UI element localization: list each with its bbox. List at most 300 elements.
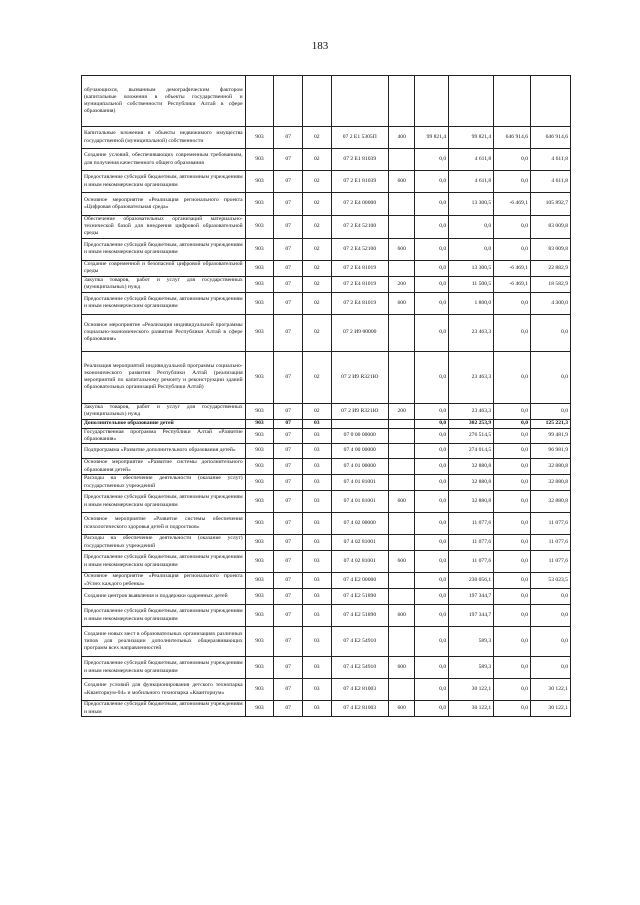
subsection-code-cell: 03 <box>302 459 331 475</box>
row-name-cell: Предоставление субсидий бюджетным, автономным учреждениям и иным некоммерческим организациям <box>82 551 246 573</box>
amount-change-cell: 11 500,5 <box>449 276 494 292</box>
subsection-code-cell: 03 <box>302 605 331 627</box>
subsection-code-cell: 03 <box>302 513 331 535</box>
subsection-code-cell: 03 <box>302 535 331 551</box>
section-code-cell: 07 <box>274 276 303 292</box>
subsection-code-cell: 02 <box>302 149 331 171</box>
row-name-cell: Основное мероприятие «Развитие системы дополнительного образования детей» <box>82 459 246 475</box>
grbs-code-cell: 903 <box>245 657 274 679</box>
subsection-code-cell: 02 <box>302 351 331 403</box>
amount-change-cell: 276 514,5 <box>449 428 494 443</box>
section-code-cell: 07 <box>274 292 303 314</box>
expense-type-cell <box>388 444 415 459</box>
table-row <box>82 428 571 443</box>
amount-total-cell: 0,0 <box>531 605 571 627</box>
target-article-cell: 07 4 01 00000 <box>331 459 388 475</box>
expense-type-cell <box>388 193 415 216</box>
amount-change-2-cell: 0,0 <box>494 475 531 491</box>
section-code-cell: 07 <box>274 679 303 701</box>
subsection-code-cell: 03 <box>302 551 331 573</box>
row-name-cell: Создание новых мест в образовательных организациях различных типов для реализации дополнительных общеразвивающих программ всех направленностей <box>82 627 246 657</box>
amount-approved-cell: 0,0 <box>415 589 449 605</box>
amount-change-2-cell: 0,0 <box>494 551 531 573</box>
target-article-cell: 07 2 E1 5305П <box>331 127 388 149</box>
amount-change-cell: 23 463,3 <box>449 351 494 403</box>
amount-change-2-cell: 0,0 <box>494 701 531 717</box>
amount-change-cell: 99 821,4 <box>449 127 494 149</box>
grbs-code-cell: 903 <box>245 149 274 171</box>
target-article-cell: 07 0 00 00000 <box>331 428 388 443</box>
amount-change-cell: 302 253,9 <box>449 419 494 428</box>
section-code-cell: 07 <box>274 419 303 428</box>
amount-change-cell: 11 077,6 <box>449 551 494 573</box>
table-row <box>82 76 571 127</box>
grbs-code-cell: 903 <box>245 314 274 351</box>
section-code-cell: 07 <box>274 351 303 403</box>
subsection-code-cell: 02 <box>302 314 331 351</box>
row-name-cell: Предоставление субсидий бюджетным, автономным учреждениям и иным некоммерческим организациям <box>82 292 246 314</box>
amount-approved-cell: 0,0 <box>415 491 449 513</box>
expense-type-cell: 600 <box>388 238 415 260</box>
grbs-code-cell: 903 <box>245 701 274 717</box>
grbs-code-cell: 903 <box>245 551 274 573</box>
target-article-cell: 07 2 E4 81019 <box>331 292 388 314</box>
grbs-code-cell <box>245 76 274 127</box>
target-article-cell: 07 2 И9 R321Ю <box>331 403 388 419</box>
amount-total-cell: 4 611,8 <box>531 149 571 171</box>
subsection-code-cell: 02 <box>302 276 331 292</box>
row-name-cell: Предоставление субсидий бюджетным, автономным учреждениям и иным некоммерческим организациям <box>82 491 246 513</box>
section-code-cell <box>274 76 303 127</box>
row-name-cell: Расходы на обеспечение деятельности (оказание услуг) государственных учреждений <box>82 475 246 491</box>
amount-change-2-cell: 0,0 <box>494 171 531 193</box>
amount-approved-cell: 0,0 <box>415 573 449 589</box>
amount-approved-cell: 0,0 <box>415 292 449 314</box>
row-name-cell: Закупка товаров, работ и услуг для государственных (муниципальных) нужд <box>82 403 246 419</box>
amount-total-cell: 0,0 <box>531 403 571 419</box>
table-row <box>82 589 571 605</box>
target-article-cell: 07 4 E2 51890 <box>331 589 388 605</box>
subsection-code-cell: 02 <box>302 260 331 276</box>
target-article-cell: 07 2 E1 81039 <box>331 149 388 171</box>
expense-type-cell <box>388 475 415 491</box>
amount-change-cell: 11 077,6 <box>449 535 494 551</box>
table-row <box>82 403 571 419</box>
amount-total-cell: 105 892,7 <box>531 193 571 216</box>
expense-type-cell: 600 <box>388 292 415 314</box>
subsection-code-cell: 03 <box>302 475 331 491</box>
table-row <box>82 149 571 171</box>
row-name-cell: Закупка товаров, работ и услуг для государственных (муниципальных) нужд <box>82 276 246 292</box>
amount-approved-cell: 0,0 <box>415 459 449 475</box>
target-article-cell <box>331 419 388 428</box>
target-article-cell: 07 2 E1 81039 <box>331 171 388 193</box>
row-name-cell: Предоставление субсидий бюджетным, автономным учреждениям и иным некоммерческим организациям <box>82 171 246 193</box>
amount-approved-cell: 0,0 <box>415 260 449 276</box>
amount-change-2-cell: 0,0 <box>494 351 531 403</box>
amount-approved-cell: 0,0 <box>415 171 449 193</box>
grbs-code-cell: 903 <box>245 444 274 459</box>
table-row <box>82 351 571 403</box>
grbs-code-cell: 903 <box>245 171 274 193</box>
subsection-code-cell: 03 <box>302 679 331 701</box>
budget-table <box>81 75 571 717</box>
row-name-cell: Основное мероприятие «Реализация индивидуальной программы социально-экономического развития Республики Алтай в сфере образования» <box>82 314 246 351</box>
section-code-cell: 07 <box>274 171 303 193</box>
row-name-cell: обучающихся, вызванным демографическим фактором (капитальные вложения в объекты государственной и муниципальной собственности Республики Алтай в сфере образования) <box>82 76 246 127</box>
expense-type-cell <box>388 459 415 475</box>
table-row <box>82 216 571 239</box>
expense-type-cell <box>388 314 415 351</box>
section-code-cell: 07 <box>274 657 303 679</box>
subsection-code-cell: 03 <box>302 589 331 605</box>
amount-total-cell: 83 009,8 <box>531 238 571 260</box>
amount-change-2-cell: 0,0 <box>494 605 531 627</box>
row-name-cell: Подпрограмма «Развитие дополнительного образования детей» <box>82 444 246 459</box>
grbs-code-cell: 903 <box>245 679 274 701</box>
subsection-code-cell: 03 <box>302 444 331 459</box>
amount-approved-cell: 0,0 <box>415 679 449 701</box>
row-name-cell: Предоставление субсидий бюджетным, автономным учреждениям и иным некоммерческим организациям <box>82 238 246 260</box>
amount-change-cell: 23 463,3 <box>449 403 494 419</box>
table-row <box>82 260 571 276</box>
amount-approved-cell: 0,0 <box>415 551 449 573</box>
row-name-cell: Государственная программа Республики Алтай «Развитие образования» <box>82 428 246 443</box>
amount-total-cell: 32 880,8 <box>531 475 571 491</box>
amount-change-2-cell: -6 469,1 <box>494 193 531 216</box>
target-article-cell: 07 4 02 81001 <box>331 551 388 573</box>
row-name-cell: Создание условий для функционирования детского технопарка «Кванториум-04» и мобильного технопарка «Кванториум» <box>82 679 246 701</box>
amount-approved-cell: 0,0 <box>415 149 449 171</box>
amount-change-cell: 13 300,5 <box>449 193 494 216</box>
subsection-code-cell: 02 <box>302 292 331 314</box>
grbs-code-cell: 903 <box>245 193 274 216</box>
expense-type-cell <box>388 589 415 605</box>
amount-change-2-cell: 0,0 <box>494 459 531 475</box>
section-code-cell: 07 <box>274 589 303 605</box>
expense-type-cell: 400 <box>388 127 415 149</box>
amount-change-cell: 30 122,1 <box>449 679 494 701</box>
table-row <box>82 627 571 657</box>
subsection-code-cell: 03 <box>302 491 331 513</box>
amount-total-cell: 11 077,6 <box>531 551 571 573</box>
row-name-cell: Дополнительное образование детей <box>82 419 246 428</box>
amount-total-cell: 99 481,9 <box>531 428 571 443</box>
target-article-cell: 07 4 01 81001 <box>331 491 388 513</box>
amount-change-cell: 11 077,6 <box>449 513 494 535</box>
amount-approved-cell: 0,0 <box>415 535 449 551</box>
amount-change-2-cell: 0,0 <box>494 627 531 657</box>
table-row <box>82 292 571 314</box>
subsection-code-cell: 02 <box>302 403 331 419</box>
amount-approved-cell: 0,0 <box>415 428 449 443</box>
grbs-code-cell: 903 <box>245 216 274 239</box>
target-article-cell: 07 4 01 81001 <box>331 475 388 491</box>
table-row <box>82 491 571 513</box>
target-article-cell: 07 4 E2 54910 <box>331 627 388 657</box>
row-name-cell: Основное мероприятие «Реализация регионального проекта «Цифровая образовательная среда» <box>82 193 246 216</box>
grbs-code-cell: 903 <box>245 627 274 657</box>
section-code-cell: 07 <box>274 513 303 535</box>
subsection-code-cell: 03 <box>302 428 331 443</box>
amount-change-2-cell: 0,0 <box>494 444 531 459</box>
amount-change-2-cell: 0,0 <box>494 292 531 314</box>
amount-change-cell: 23 463,3 <box>449 314 494 351</box>
grbs-code-cell: 903 <box>245 419 274 428</box>
expense-type-cell <box>388 573 415 589</box>
section-code-cell: 07 <box>274 428 303 443</box>
subsection-code-cell: 02 <box>302 216 331 239</box>
row-name-cell: Обеспечение образовательных организаций материально-технической базой для внедрения цифровой образовательной среды <box>82 216 246 239</box>
amount-change-2-cell: 646 914,6 <box>494 127 531 149</box>
amount-change-cell: 13 300,5 <box>449 260 494 276</box>
amount-change-2-cell: 0,0 <box>494 428 531 443</box>
table-row <box>82 657 571 679</box>
table-row <box>82 444 571 459</box>
amount-total-cell: 11 077,6 <box>531 513 571 535</box>
amount-change-2-cell: 0,0 <box>494 419 531 428</box>
target-article-cell: 07 2 E4 00000 <box>331 193 388 216</box>
section-code-cell: 07 <box>274 459 303 475</box>
expense-type-cell <box>388 351 415 403</box>
subsection-code-cell: 03 <box>302 573 331 589</box>
grbs-code-cell: 903 <box>245 127 274 149</box>
amount-total-cell: 0,0 <box>531 657 571 679</box>
amount-total-cell: 0,0 <box>531 589 571 605</box>
amount-change-cell <box>449 76 494 127</box>
row-name-cell: Капитальные вложения в объекты недвижимого имущества государственной (муниципальной) собственности <box>82 127 246 149</box>
grbs-code-cell: 903 <box>245 428 274 443</box>
row-name-cell: Создание центров выявления и поддержки одаренных детей <box>82 589 246 605</box>
subsection-code-cell: 02 <box>302 171 331 193</box>
amount-approved-cell: 0,0 <box>415 351 449 403</box>
section-code-cell: 07 <box>274 238 303 260</box>
table-row <box>82 701 571 717</box>
amount-total-cell: 30 122,1 <box>531 679 571 701</box>
expense-type-cell: 600 <box>388 605 415 627</box>
expense-type-cell <box>388 627 415 657</box>
amount-change-cell: 274 014,5 <box>449 444 494 459</box>
expense-type-cell: 600 <box>388 491 415 513</box>
section-code-cell: 07 <box>274 475 303 491</box>
amount-change-cell: 30 122,1 <box>449 701 494 717</box>
row-name-cell: Предоставление субсидий бюджетным, автономным учреждениям и иным некоммерческим организациям <box>82 605 246 627</box>
section-code-cell: 07 <box>274 403 303 419</box>
amount-change-cell: 4 611,8 <box>449 171 494 193</box>
amount-change-2-cell: 0,0 <box>494 513 531 535</box>
table-row <box>82 573 571 589</box>
row-name-cell: Основное мероприятие «Развитие системы обеспечения психологического здоровья детей и подростков» <box>82 513 246 535</box>
expense-type-cell <box>388 535 415 551</box>
amount-total-cell: 30 122,1 <box>531 701 571 717</box>
grbs-code-cell: 903 <box>245 535 274 551</box>
amount-change-cell: 32 880,8 <box>449 459 494 475</box>
page-number: 183 <box>311 40 329 52</box>
subsection-code-cell <box>302 76 331 127</box>
table-row <box>82 605 571 627</box>
table-row <box>82 551 571 573</box>
section-code-cell: 07 <box>274 260 303 276</box>
amount-change-cell: 32 880,8 <box>449 475 494 491</box>
amount-approved-cell: 0,0 <box>415 657 449 679</box>
expense-type-cell <box>388 260 415 276</box>
section-code-cell: 07 <box>274 551 303 573</box>
amount-total-cell: 32 880,8 <box>531 491 571 513</box>
target-article-cell: 07 4 02 00000 <box>331 513 388 535</box>
section-code-cell: 07 <box>274 444 303 459</box>
amount-change-2-cell: 0,0 <box>494 657 531 679</box>
expense-type-cell <box>388 216 415 239</box>
amount-change-2-cell <box>494 76 531 127</box>
amount-approved-cell <box>415 76 449 127</box>
grbs-code-cell: 903 <box>245 573 274 589</box>
row-name-cell: Реализация мероприятий индивидуальной программы социально-экономического развития Республики Алтай (реализация мероприятий по капитальному ремонту и реконструкции зданий образовательных организаций Республики Алтай) <box>82 351 246 403</box>
expense-type-cell <box>388 149 415 171</box>
amount-total-cell: 32 880,8 <box>531 459 571 475</box>
expense-type-cell: 600 <box>388 657 415 679</box>
table-row <box>82 276 571 292</box>
amount-change-cell: 589,3 <box>449 657 494 679</box>
grbs-code-cell: 903 <box>245 491 274 513</box>
section-code-cell: 07 <box>274 535 303 551</box>
section-code-cell: 07 <box>274 193 303 216</box>
amount-approved-cell: 0,0 <box>415 276 449 292</box>
amount-change-cell: 1 800,0 <box>449 292 494 314</box>
table-row <box>82 679 571 701</box>
amount-total-cell: 125 221,3 <box>531 419 571 428</box>
target-article-cell: 07 4 E2 54910 <box>331 657 388 679</box>
amount-change-2-cell: 0,0 <box>494 679 531 701</box>
amount-change-2-cell: -6 469,1 <box>494 276 531 292</box>
row-name-cell: Создание условий, обеспечивающих современным требованиям, для получения качественного общего образования <box>82 149 246 171</box>
expense-type-cell: 600 <box>388 701 415 717</box>
section-code-cell: 07 <box>274 127 303 149</box>
amount-total-cell: 11 077,6 <box>531 535 571 551</box>
section-code-cell: 07 <box>274 216 303 239</box>
amount-total-cell: 18 582,9 <box>531 276 571 292</box>
subsection-code-cell: 02 <box>302 238 331 260</box>
row-name-cell: Расходы на обеспечение деятельности (оказание услуг) государственных учреждений <box>82 535 246 551</box>
amount-approved-cell: 0,0 <box>415 238 449 260</box>
table-row <box>82 238 571 260</box>
amount-approved-cell: 0,0 <box>415 475 449 491</box>
amount-change-2-cell: 0,0 <box>494 149 531 171</box>
table-row-section <box>82 419 571 428</box>
target-article-cell: 07 2 И9 00000 <box>331 314 388 351</box>
table-row <box>82 314 571 351</box>
section-code-cell: 07 <box>274 149 303 171</box>
amount-change-cell: 197 344,7 <box>449 589 494 605</box>
target-article-cell <box>331 76 388 127</box>
amount-total-cell: 0,0 <box>531 351 571 403</box>
amount-change-cell: 32 880,8 <box>449 491 494 513</box>
table-row <box>82 127 571 149</box>
amount-approved-cell: 0,0 <box>415 444 449 459</box>
amount-change-2-cell: 0,0 <box>494 491 531 513</box>
target-article-cell: 07 4 E2 81003 <box>331 679 388 701</box>
grbs-code-cell: 903 <box>245 276 274 292</box>
table-row <box>82 171 571 193</box>
row-name-cell: Основное мероприятие «Реализация регионального проекта «Успех каждого ребенка» <box>82 573 246 589</box>
amount-approved-cell: 0,0 <box>415 701 449 717</box>
target-article-cell: 07 4 E2 51890 <box>331 605 388 627</box>
target-article-cell: 07 2 И9 R321Ю <box>331 351 388 403</box>
amount-change-2-cell: 0,0 <box>494 216 531 239</box>
subsection-code-cell: 03 <box>302 627 331 657</box>
section-code-cell: 07 <box>274 605 303 627</box>
expense-type-cell <box>388 513 415 535</box>
amount-change-2-cell: 0,0 <box>494 314 531 351</box>
amount-total-cell: 22 882,9 <box>531 260 571 276</box>
section-code-cell: 07 <box>274 701 303 717</box>
grbs-code-cell: 903 <box>245 589 274 605</box>
expense-type-cell: 200 <box>388 276 415 292</box>
section-code-cell: 07 <box>274 314 303 351</box>
target-article-cell: 07 2 E4 81019 <box>331 276 388 292</box>
subsection-code-cell: 03 <box>302 657 331 679</box>
expense-type-cell <box>388 76 415 127</box>
expense-type-cell <box>388 419 415 428</box>
amount-change-cell: 197 344,7 <box>449 605 494 627</box>
amount-approved-cell: 0,0 <box>415 605 449 627</box>
amount-total-cell: 83 009,8 <box>531 216 571 239</box>
subsection-code-cell: 02 <box>302 127 331 149</box>
amount-change-2-cell: -6 469,1 <box>494 260 531 276</box>
target-article-cell: 07 4 E2 00000 <box>331 573 388 589</box>
expense-type-cell <box>388 428 415 443</box>
amount-change-cell: 0,0 <box>449 216 494 239</box>
amount-total-cell <box>531 76 571 127</box>
table-row <box>82 535 571 551</box>
grbs-code-cell: 903 <box>245 403 274 419</box>
target-article-cell: 07 2 E4 52100 <box>331 238 388 260</box>
expense-type-cell <box>388 679 415 701</box>
target-article-cell: 07 2 E4 52100 <box>331 216 388 239</box>
subsection-code-cell: 02 <box>302 193 331 216</box>
grbs-code-cell: 903 <box>245 475 274 491</box>
section-code-cell: 07 <box>274 491 303 513</box>
amount-change-2-cell: 0,0 <box>494 573 531 589</box>
row-name-cell: Предоставление субсидий бюджетным, автономным учреждениям и иным некоммерческим организациям <box>82 657 246 679</box>
subsection-code-cell: 03 <box>302 419 331 428</box>
expense-type-cell: 600 <box>388 551 415 573</box>
amount-change-cell: 0,0 <box>449 238 494 260</box>
amount-approved-cell: 99 821,4 <box>415 127 449 149</box>
grbs-code-cell: 903 <box>245 605 274 627</box>
grbs-code-cell: 903 <box>245 292 274 314</box>
amount-change-2-cell: 0,0 <box>494 403 531 419</box>
amount-approved-cell: 0,0 <box>415 513 449 535</box>
target-article-cell: 07 4 E2 81003 <box>331 701 388 717</box>
amount-change-cell: 589,3 <box>449 627 494 657</box>
amount-approved-cell: 0,0 <box>415 627 449 657</box>
amount-change-cell: 230 056,1 <box>449 573 494 589</box>
amount-approved-cell: 0,0 <box>415 314 449 351</box>
section-code-cell: 07 <box>274 573 303 589</box>
row-name-cell: Предоставление субсидий бюджетным, автономным учреждениям и иным <box>82 701 246 717</box>
grbs-code-cell: 903 <box>245 351 274 403</box>
amount-approved-cell: 0,0 <box>415 216 449 239</box>
grbs-code-cell: 903 <box>245 459 274 475</box>
subsection-code-cell: 03 <box>302 701 331 717</box>
table-row <box>82 475 571 491</box>
amount-change-2-cell: 0,0 <box>494 238 531 260</box>
amount-total-cell: 0,0 <box>531 627 571 657</box>
table-row <box>82 459 571 475</box>
amount-total-cell: 53 023,5 <box>531 573 571 589</box>
amount-total-cell: 4 611,8 <box>531 171 571 193</box>
target-article-cell: 07 2 E4 81019 <box>331 260 388 276</box>
